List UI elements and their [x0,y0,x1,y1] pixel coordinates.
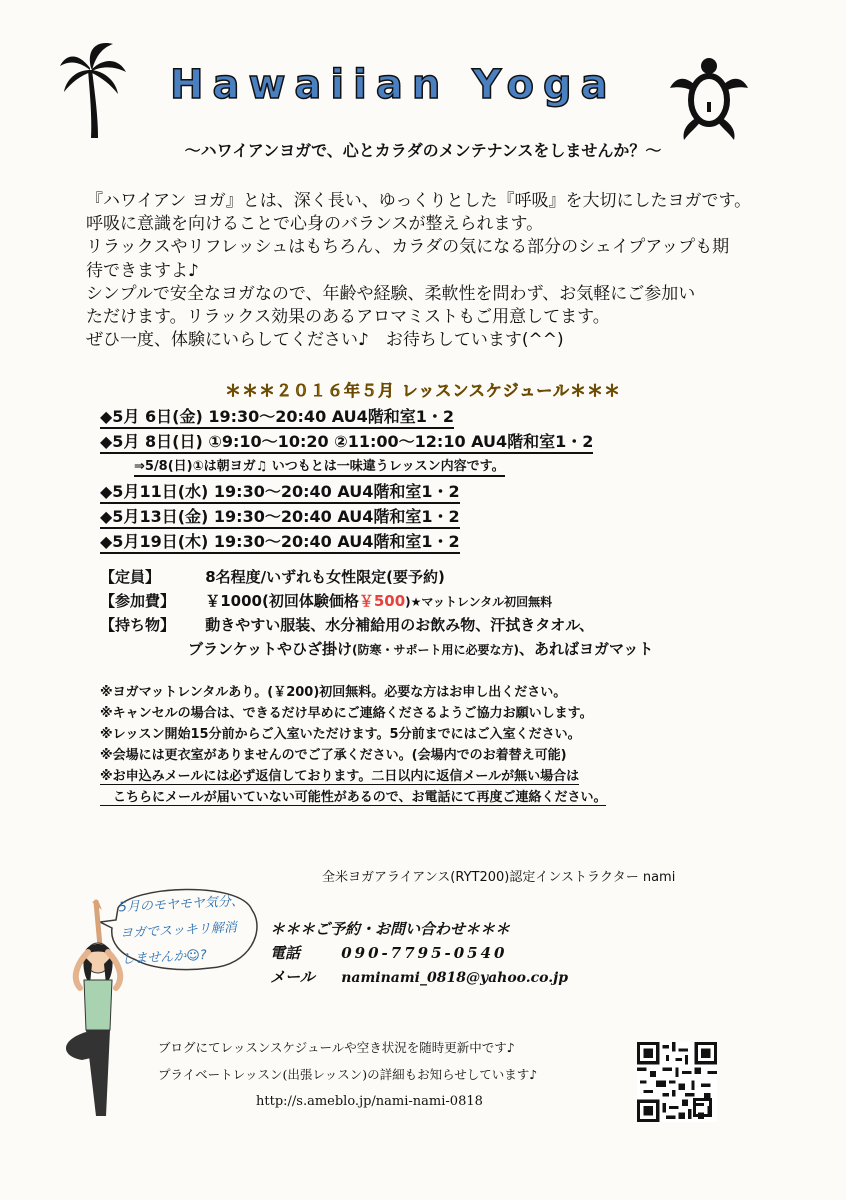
notes-list [100,682,740,808]
items-line: 、あればヨガマット [518,640,654,658]
capacity-label: 【定員】 [100,568,161,586]
subtitle: ～ハワイアンヨガで、心とカラダのメンテナンスをしませんか？～ [184,141,662,160]
schedule-row: ◆5月 6日(金) 19:30～20:40 AU4階和室1・2 [100,407,454,429]
mail-label: メール [270,968,315,986]
schedule-row: ◆5月13日(金) 19:30～20:40 AU4階和室1・2 [100,507,460,529]
intro-line: リラックスやリフレッシュはもちろん、カラダの気になる部分のシェイプアップも期 [86,237,730,258]
items-note: (防寒・サポート用に必要な方) [351,643,519,657]
intro-line: ただけます。リラックス効果のあるアロマミストもご用意してます。 [86,307,610,328]
tel-number[interactable]: 090-7795-0540 [341,944,508,962]
note-item: ※キャンセルの場合は、できるだけ早めにご連絡くださるようご協力お願いします。 [100,706,593,721]
event-info [100,565,780,661]
speech-bubble-text [118,889,252,974]
blog-line: ブログにてレッスンスケジュールや空き状況を随時更新中です♪ [158,1040,515,1055]
bubble-line: 5月のモヤモヤ気分、 [118,893,245,916]
intro-paragraph [86,190,766,352]
items-line: 動きやすい服装、水分補給用のお飲み物、汗拭きタオル、 [205,616,595,634]
sea-turtle-icon [668,52,750,142]
capacity-value: 8名程度/いずれも女性限定(要予約) [205,568,445,586]
page-title: Hawaiian Yoga [170,62,617,108]
fee-label: 【参加費】 [100,592,176,610]
palm-tree-icon [58,40,128,140]
schedule-list [100,404,750,554]
items-line: ブランケットやひざ掛け [188,640,352,658]
blog-info [158,1034,537,1115]
intro-line: 『ハワイアン ヨガ』とは、深く長い、ゆっくりとした『呼吸』を大切にしたヨガです。 [86,191,752,211]
schedule-note: ⇒5/8(日)①は朝ヨガ♫ いつもとは一味違うレッスン内容です。 [134,459,505,477]
note-item: ※レッスン開始15分前からご入室いただけます。5分前までにはご入室ください。 [100,727,581,742]
qr-code[interactable] [637,1042,717,1122]
items-label: 【持ち物】 [100,616,176,634]
note-item: こちらにメールが届いていない可能性があるので、お電話にて再度ご連絡ください。 [100,790,607,805]
instructor-credit: 全米ヨガアライアンス(RYT200)認定インストラクター nami [322,870,676,885]
note-item: ※会場には更衣室がありませんのでご了承ください。(会場内でのお着替え可能) [100,748,567,763]
blog-line: プライベートレッスン(出張レッスン)の詳細もお知らせしています♪ [158,1067,538,1082]
intro-line: シンプルで安全なヨガなので、年齢や経験、柔軟性を問わず、お気軽にご参加い [86,283,696,304]
tel-label: 電話 [270,944,301,962]
schedule-row: ◆5月11日(水) 19:30～20:40 AU4階和室1・2 [100,482,460,504]
note-item: ※お申込みメールには必ず返信しております。二日以内に返信メールが無い場合は [100,769,580,784]
intro-line: 呼吸に意識を向けることで心身のバランスが整えられます。 [86,214,544,235]
intro-line: ぜひ一度、体験にいらしてください♪ お待ちしています(^^) [86,330,564,351]
contact-block [270,917,568,989]
contact-heading: ＊＊＊ご予約・お問い合わせ＊＊＊ [270,920,511,938]
bubble-line: ヨガでスッキリ解消 [119,920,238,942]
fee-value: ￥1000(初回体験価格 [205,592,359,610]
fee-note: )★マットレンタル初回無料 [405,595,553,609]
intro-line: 待できますよ♪ [86,260,199,281]
bubble-line: しませんか☺? [121,947,208,968]
fee-trial-price: ￥500 [358,592,406,610]
schedule-heading: ＊＊＊２０１６年５月 レッスンスケジュール＊＊＊ [225,381,621,400]
note-item: ※ヨガマットレンタルあり。(￥200)初回無料。必要な方はお申し出ください。 [100,685,567,700]
blog-url-link[interactable]: http://s.ameblo.jp/nami-nami-0818 [256,1094,483,1109]
schedule-row: ◆5月19日(木) 19:30～20:40 AU4階和室1・2 [100,532,460,554]
mail-address[interactable]: naminami_0818@yahoo.co.jp [341,970,568,986]
schedule-row: ◆5月 8日(日) ①9:10～10:20 ②11:00～12:10 AU4階和室1・2 [100,432,593,454]
